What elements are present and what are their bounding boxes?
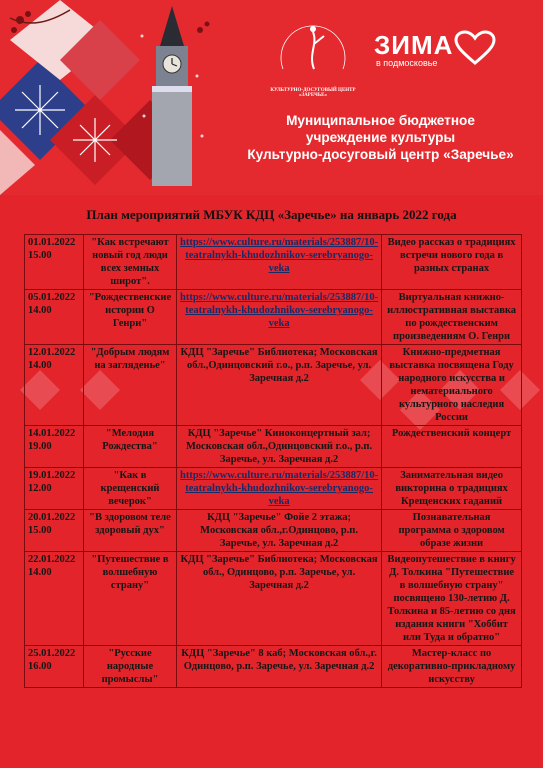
- org-line-2: учреждение культуры: [305, 130, 456, 145]
- zima-logo: [374, 32, 453, 68]
- event-link[interactable]: https://www.culture.ru/materials/253887/10-teatralnykh-khudozhnikov-serebryanogo-veka: [180, 237, 379, 274]
- event-place: КДЦ "Заречье" Фойе 2 этажа; Московская обл.,г.Одинцово, р.п. Заречье, ул. Заречная д.2: [177, 510, 382, 552]
- logo-text: КУЛЬТУРНО-ДОСУГОВЫЙ ЦЕНТР «ЗАРЕЧЬЕ»: [270, 88, 356, 98]
- event-link[interactable]: https://www.culture.ru/materials/253887/10-teatralnykh-khudozhnikov-serebryanogo-veka: [180, 292, 379, 329]
- event-datetime: [25, 426, 84, 468]
- event-title: "Как встречают новый год люди всех земных широт".: [84, 235, 177, 290]
- heart-icon: [454, 30, 496, 66]
- event-description: Виртуальная книжно-иллюстративная выставка по рождественским произведениям О. Генри: [382, 290, 522, 345]
- event-link[interactable]: https://www.culture.ru/materials/253887/10-teatralnykh-khudozhnikov-serebryanogo-veka: [180, 470, 379, 507]
- event-title: "В здоровом теле здоровый дух": [84, 510, 177, 552]
- event-title: "Как в крещенский вечерок": [84, 468, 177, 510]
- event-place: КДЦ "Заречье" 8 каб; Московская обл.,г. Одинцово, р.п. Заречье, ул. Заречная д.2: [177, 646, 382, 688]
- event-date: 12.01.2022: [28, 347, 76, 358]
- event-date: 14.01.2022: [28, 428, 76, 439]
- event-row: [25, 510, 522, 552]
- event-time: 16.00: [28, 661, 52, 672]
- event-time: 15.00: [28, 250, 52, 261]
- event-row: [25, 426, 522, 468]
- event-date: 05.01.2022: [28, 292, 76, 303]
- event-datetime: [25, 468, 84, 510]
- zima-title: ЗИМА: [374, 30, 454, 60]
- event-place: КДЦ "Заречье" Библиотека; Московская обл., Одинцово, р.п. Заречье, ул. Заречная д.2: [177, 552, 382, 646]
- event-description: Занимательная видео викторина о традициях Крещенских гаданий: [382, 468, 522, 510]
- event-time: 15.00: [28, 525, 52, 536]
- event-datetime: [25, 552, 84, 646]
- event-date: 19.01.2022: [28, 470, 76, 481]
- event-place: [177, 290, 382, 345]
- organization-name: [228, 112, 533, 163]
- event-row: [25, 646, 522, 688]
- event-date: 20.01.2022: [28, 512, 76, 523]
- event-description: Рождественский концерт: [382, 426, 522, 468]
- event-title: "Рождественские истории О Генри": [84, 290, 177, 345]
- event-row: [25, 235, 522, 290]
- event-time: 19.00: [28, 441, 52, 452]
- event-datetime: [25, 510, 84, 552]
- event-title: "Добрым людям на загляденье": [84, 345, 177, 426]
- event-row: [25, 290, 522, 345]
- event-place: КДЦ "Заречье" Библиотека; Московская обл.,Одинцовский г.о., р.п. Заречье, ул. Заречная д.2: [177, 345, 382, 426]
- event-description: Мастер-класс по декоративно-прикладному искусству: [382, 646, 522, 688]
- event-datetime: [25, 646, 84, 688]
- plan-title: План мероприятий МБУК КДЦ «Заречье» на январь 2022 года: [86, 207, 457, 222]
- event-description: Видеопутешествие в книгу Д. Толкина "Путешествие в волшебную страну" посвящено 130-летию Д. Толкина и 85-летию со дня издания книги "Хоббит или Туда и обратно": [382, 552, 522, 646]
- event-title: "Русские народные промыслы": [84, 646, 177, 688]
- event-time: 14.00: [28, 305, 52, 316]
- event-place: КДЦ "Заречье" Киноконцертный зал; Московская обл.,Одинцовский г.о., р.п. Заречье, ул. Заречная д.2: [177, 426, 382, 468]
- org-line-1: Муниципальное бюджетное: [286, 113, 475, 128]
- clock-tower-image: [132, 6, 212, 186]
- event-title: "Путешествие в волшебную страну": [84, 552, 177, 646]
- event-row: [25, 552, 522, 646]
- org-line-3: Культурно-досуговый центр «Заречье»: [247, 147, 514, 162]
- event-row: [25, 468, 522, 510]
- event-description: Книжно-предметная выставка посвящена Году народного искусства и нематериального культурного наследия России: [382, 345, 522, 426]
- schedule-table: [24, 234, 522, 688]
- event-date: 01.01.2022: [28, 237, 76, 248]
- event-row: [25, 345, 522, 426]
- event-datetime: [25, 235, 84, 290]
- event-time: 12.00: [28, 483, 52, 494]
- event-date: 25.01.2022: [28, 648, 76, 659]
- zima-subtitle: в подмосковье: [376, 58, 438, 68]
- event-place: [177, 468, 382, 510]
- event-datetime: [25, 290, 84, 345]
- kdc-logo: [268, 14, 358, 99]
- event-time: 14.00: [28, 567, 52, 578]
- event-place: [177, 235, 382, 290]
- event-datetime: [25, 345, 84, 426]
- event-title: "Мелодия Рождества": [84, 426, 177, 468]
- event-time: 14.00: [28, 360, 52, 371]
- event-description: Видео рассказ о традициях встречи нового года в разных странах: [382, 235, 522, 290]
- header-banner: [0, 0, 543, 195]
- event-date: 22.01.2022: [28, 554, 76, 565]
- event-description: Познавательная программа о здоровом образе жизни: [382, 510, 522, 552]
